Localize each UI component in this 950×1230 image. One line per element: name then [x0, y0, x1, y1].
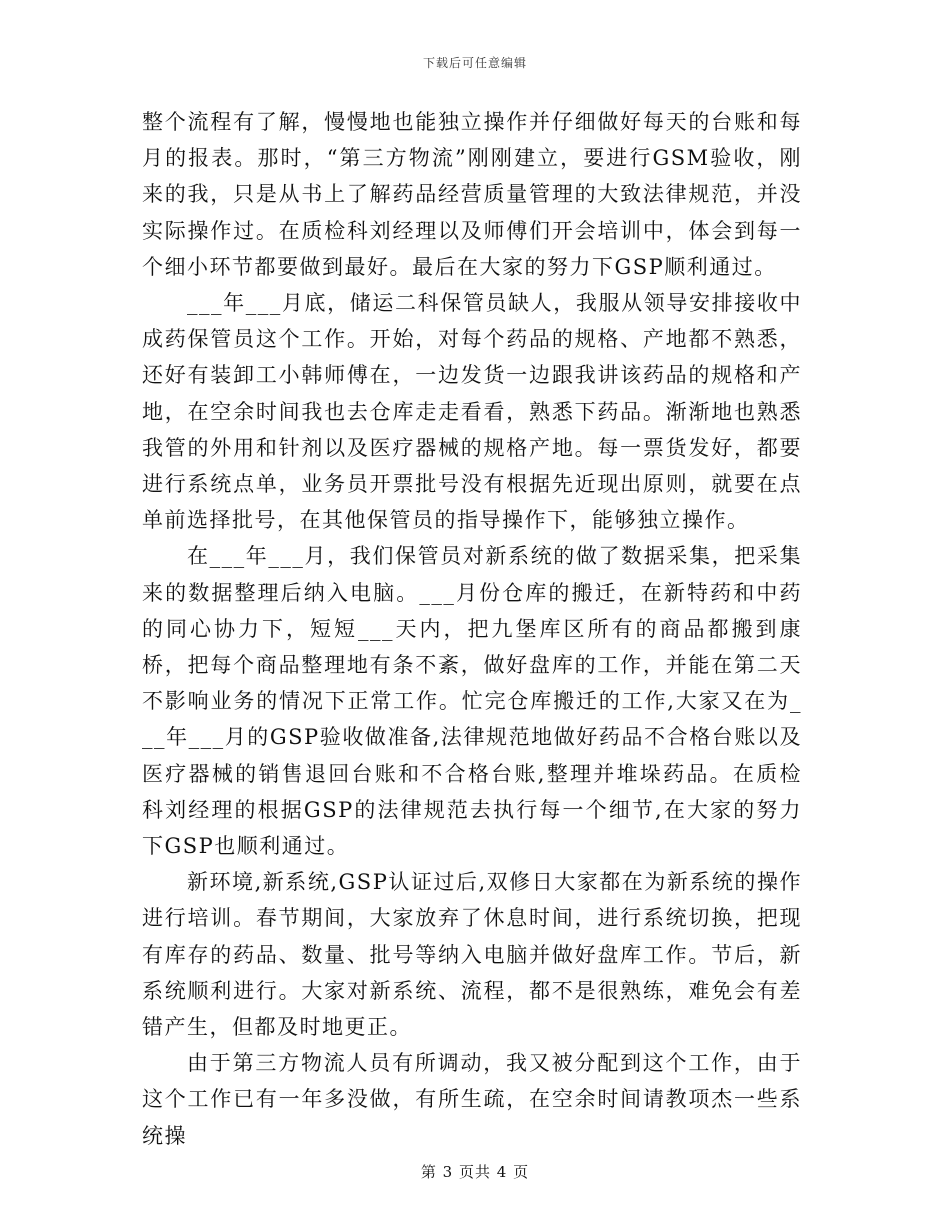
page-header: 下载后可任意编辑: [422, 56, 527, 70]
paragraph-1: 整个流程有了解，慢慢地也能独立操作并仔细做好每天的台账和每月的报表。那时，“第三方物流”刚刚建立，要进行GSM验收，刚来的我，只是从书上了解药品经营质量管理的大致法律规范，并没实际操作过。在质检科刘经理以及师傅们开会培训中，体会到每一个细小环节都要做到最好。最后在大家的努力下GSP顺利通过。: [142, 110, 802, 279]
page-number: 第 3 页共 4 页: [420, 1163, 530, 1181]
document-body: [142, 104, 802, 1154]
paragraph-2: ___年___月底，储运二科保管员缺人，我服从领导安排接收中成药保管员这个工作。开始，对每个药品的规格、产地都不熟悉，还好有装卸工小韩师傅在，一边发货一边跟我讲该药品的规格和产地，在空余时间我也去仓库走走看看，熟悉下药品。渐渐地也熟悉我管的外用和针剂以及医疗器械的规格产地。每一票货发好，都要进行系统点单，业务员开票批号没有根据先近现出原则，就要在点单前选择批号，在其他保管员的指导操作下，能够独立操作。: [142, 291, 802, 533]
paragraph-5: 由于第三方物流人员有所调动，我又被分配到这个工作，由于这个工作已有一年多没做，有所生疏，在空余时间请教项杰一些系统操: [142, 1051, 802, 1148]
paragraph-3: 在___年___月，我们保管员对新系统的做了数据采集，把采集来的数据整理后纳入电脑。___月份仓库的搬迁，在新特药和中药的同心协力下，短短___天内，把九堡库区所有的商品都搬到康桥，把每个商品整理地有条不紊，做好盘库的工作，并能在第二天不影响业务的情况下正常工作。忙完仓库搬迁的工作,大家又在为___年___月的GSP验收做准备,法律规范地做好药品不合格台账以及医疗器械的销售退回台账和不合格台账,整理并堆垛药品。在质检科刘经理的根据GSP的法律规范去执行每一个细节,在大家的努力下GSP也顺利通过。: [142, 544, 802, 859]
paragraph-4: 新环境,新系统,GSP认证过后,双修日大家都在为新系统的操作进行培训。春节期间，大家放弃了休息时间，进行系统切换，把现有库存的药品、数量、批号等纳入电脑并做好盘库工作。节后，新系统顺利进行。大家对新系统、流程，都不是很熟练，难免会有差错产生，但都及时地更正。: [142, 870, 802, 1040]
